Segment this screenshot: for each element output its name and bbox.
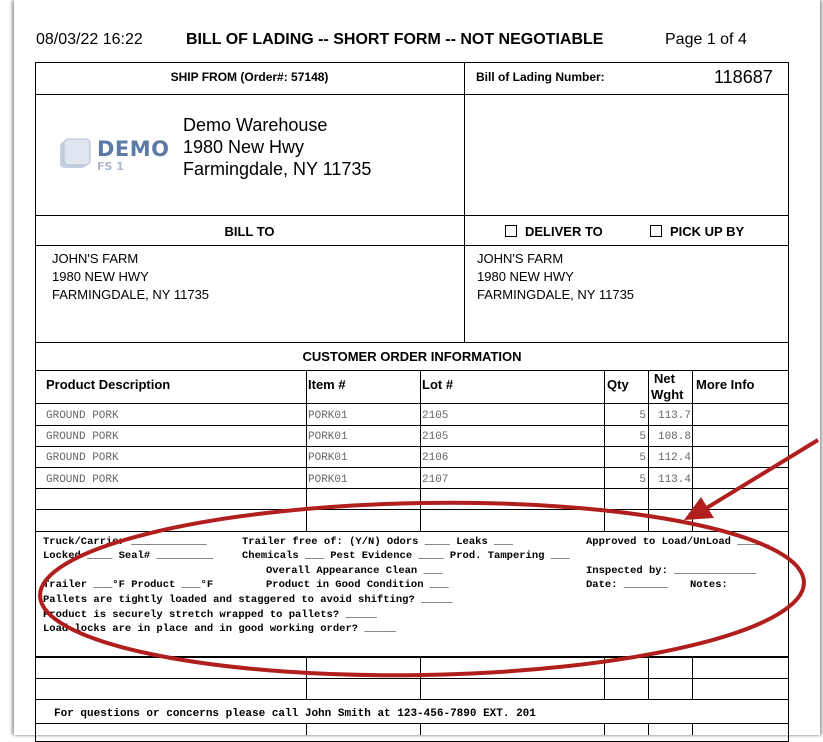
cell-net: 112.4 bbox=[657, 452, 691, 464]
ship-from-city: Farmingdale, NY 11735 bbox=[183, 159, 372, 179]
cell-qty: 5 bbox=[639, 431, 646, 443]
col-divider bbox=[604, 723, 605, 735]
ship-from-name: Demo Warehouse bbox=[183, 115, 328, 135]
bill-to-name: JOHN'S FARM bbox=[52, 251, 139, 266]
pick-up-label: PICK UP BY bbox=[670, 224, 745, 239]
col-divider bbox=[648, 723, 649, 735]
divider bbox=[35, 342, 789, 343]
page-number: Page 1 of 4 bbox=[665, 31, 747, 48]
row-line bbox=[35, 488, 789, 489]
row-line bbox=[35, 678, 789, 679]
bill-to-label: BILL TO bbox=[224, 224, 275, 239]
pick-up-option[interactable] bbox=[650, 224, 744, 239]
divider bbox=[35, 723, 789, 724]
inspection-date: Date: _______ bbox=[586, 579, 668, 591]
col-header-net: Net bbox=[654, 371, 675, 386]
cell-item: PORK01 bbox=[308, 452, 348, 464]
logo-text: DEMO bbox=[97, 137, 170, 161]
logo-subtext: FS 1 bbox=[97, 160, 124, 173]
row-line bbox=[35, 403, 789, 404]
inspection-chemicals: Chemicals ___ Pest Evidence ____ Prod. Tampering ___ bbox=[242, 550, 570, 562]
col-divider bbox=[648, 656, 649, 699]
col-divider bbox=[306, 656, 307, 699]
inspection-notes: Notes: bbox=[690, 579, 728, 591]
cell-desc: GROUND PORK bbox=[46, 410, 119, 422]
inspection-approved: Approved to Load/UnLoad _____ bbox=[586, 536, 769, 548]
print-datetime: 08/03/22 16:22 bbox=[36, 31, 143, 48]
cell-item: PORK01 bbox=[308, 410, 348, 422]
col-divider bbox=[604, 370, 605, 531]
divider bbox=[35, 370, 789, 371]
bol-number: 118687 bbox=[714, 67, 773, 87]
inspection-temps: Trailer ___°F Product ___°F bbox=[43, 579, 214, 591]
divider bbox=[35, 94, 789, 95]
col-header-lot: Lot # bbox=[422, 377, 454, 392]
row-line bbox=[35, 531, 789, 532]
cell-net: 108.8 bbox=[657, 431, 691, 443]
cell-lot: 2107 bbox=[422, 474, 449, 486]
row-line bbox=[35, 446, 789, 447]
bill-to-city: FARMINGDALE, NY 11735 bbox=[52, 287, 210, 302]
inspection-appearance: Overall Appearance Clean ___ bbox=[266, 565, 443, 577]
bol-number-label: Bill of Lading Number: bbox=[476, 70, 605, 84]
deliver-street: 1980 NEW HWY bbox=[477, 269, 574, 284]
col-divider bbox=[692, 656, 693, 699]
deliver-to-checkbox[interactable] bbox=[505, 225, 517, 237]
divider bbox=[35, 245, 789, 246]
cell-qty: 5 bbox=[639, 474, 646, 486]
order-title: CUSTOMER ORDER INFORMATION bbox=[302, 349, 522, 364]
inspection-inspected-by: Inspected by: _____________ bbox=[586, 565, 757, 577]
col-divider bbox=[420, 723, 421, 735]
ship-from-label: SHIP FROM (Order#: 57148) bbox=[170, 70, 329, 84]
col-divider bbox=[420, 370, 421, 531]
cell-desc: GROUND PORK bbox=[46, 431, 119, 443]
cell-item: PORK01 bbox=[308, 474, 348, 486]
cell-desc: GROUND PORK bbox=[46, 474, 119, 486]
bill-to-street: 1980 NEW HWY bbox=[52, 269, 149, 284]
cell-lot: 2105 bbox=[422, 431, 449, 443]
row-line bbox=[35, 425, 789, 426]
cell-net: 113.4 bbox=[657, 474, 691, 486]
inspection-pallets: Pallets are tightly loaded and staggered to avoid shifting? _____ bbox=[43, 594, 453, 606]
ship-from-street: 1980 New Hwy bbox=[183, 137, 305, 157]
col-divider bbox=[420, 656, 421, 699]
col-divider bbox=[692, 370, 693, 531]
cell-lot: 2106 bbox=[422, 452, 449, 464]
pick-up-checkbox[interactable] bbox=[650, 225, 662, 237]
deliver-name: JOHN'S FARM bbox=[477, 251, 564, 266]
inspection-locked-seal: Locked ____ Seal# _________ bbox=[43, 550, 214, 562]
company-logo bbox=[57, 135, 170, 175]
divider bbox=[35, 215, 789, 216]
divider bbox=[464, 62, 465, 342]
cell-item: PORK01 bbox=[308, 431, 348, 443]
col-header-wght: Wght bbox=[651, 387, 684, 402]
col-divider bbox=[692, 723, 693, 735]
col-header-item: Item # bbox=[308, 377, 346, 392]
cell-lot: 2105 bbox=[422, 410, 449, 422]
footer-contact: For questions or concerns please call John Smith at 123-456-7890 EXT. 201 bbox=[54, 708, 536, 720]
col-divider bbox=[604, 656, 605, 699]
row-line bbox=[35, 509, 789, 510]
col-divider bbox=[306, 723, 307, 735]
row-line bbox=[35, 467, 789, 468]
deliver-to-label: DELIVER TO bbox=[525, 224, 603, 239]
inspection-wrapped: Product is securely stretch wrapped to pallets? _____ bbox=[43, 609, 377, 621]
divider bbox=[35, 656, 789, 658]
document-page bbox=[14, 0, 820, 735]
document-title: BILL OF LADING -- SHORT FORM -- NOT NEGOTIABLE bbox=[186, 31, 604, 48]
cell-net: 113.7 bbox=[657, 410, 691, 422]
cell-qty: 5 bbox=[639, 452, 646, 464]
col-divider bbox=[306, 370, 307, 531]
inspection-condition: Product in Good Condition ___ bbox=[266, 579, 449, 591]
deliver-to-option[interactable] bbox=[505, 224, 603, 239]
inspection-truck-carrier: Truck/Carrier ____________ bbox=[43, 536, 207, 548]
logo-emblem-icon bbox=[57, 137, 93, 173]
col-divider bbox=[648, 370, 649, 531]
col-header-qty: Qty bbox=[607, 377, 629, 392]
deliver-city: FARMINGDALE, NY 11735 bbox=[477, 287, 635, 302]
col-header-info: More Info bbox=[696, 377, 755, 392]
inspection-trailer-free-of: Trailer free of: (Y/N) Odors ____ Leaks ___ bbox=[242, 536, 513, 548]
row-line bbox=[35, 699, 789, 700]
inspection-load-locks: Load locks are in place and in good working order? _____ bbox=[43, 623, 396, 635]
col-header-desc: Product Description bbox=[46, 377, 171, 392]
cell-desc: GROUND PORK bbox=[46, 452, 119, 464]
cell-qty: 5 bbox=[639, 410, 646, 422]
